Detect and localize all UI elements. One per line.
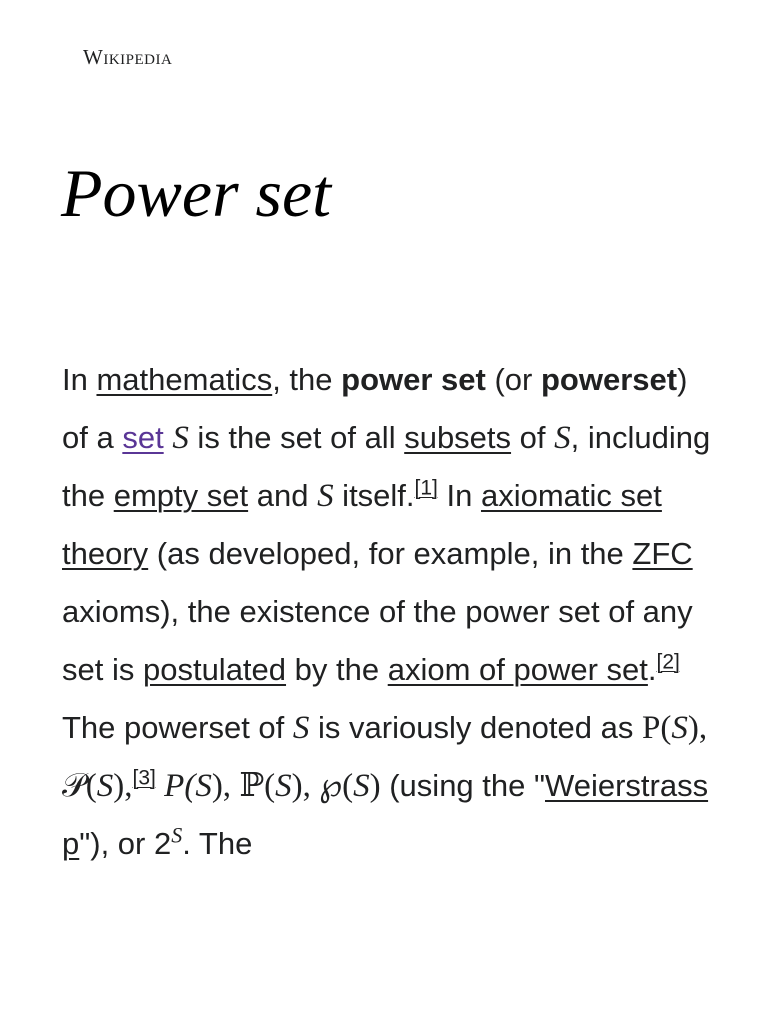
math-var-s: S (554, 420, 571, 456)
citation-ref-3 (133, 767, 156, 790)
notation-weierstrass-p: ℘( (319, 768, 354, 804)
citation-ref-2 (657, 651, 680, 674)
math-exponent-s: S (171, 822, 183, 848)
bold-term-powerset: powerset (540, 362, 678, 397)
link-empty-set[interactable]: empty set (113, 478, 249, 513)
math-var-s: S (275, 768, 292, 804)
wikipedia-wordmark[interactable]: Wikipedia (83, 44, 173, 69)
page-title: Power set (61, 155, 332, 231)
link-set[interactable]: set (122, 420, 164, 455)
math-var-s: S (292, 710, 310, 746)
lead-paragraph: In mathematics, the power set (or powerset) of a set S is the set of all subsets of S, including the empty set and S itself.[1] In axiomatic set theory (as developed, for example, in the ZFC axioms), the existence of the power set of any set is postulated by the axiom of power set.[2] The powerset of S is variously denoted as P(S), 𝒫(S),[3] P(S), ℙ(S), ℘(S) (using the "Weierstrass p"), or $2^S$. The (62, 362, 711, 861)
math-var-s: S (172, 420, 189, 456)
link-axiomatic-set-theory[interactable]: axiomatic set theory (62, 478, 662, 571)
math-var-s: S (353, 768, 370, 804)
link-weierstrass-p[interactable]: Weierstrass p (62, 768, 709, 861)
link-postulated[interactable]: postulated (142, 652, 287, 687)
link-zfc[interactable]: ZFC (632, 536, 693, 571)
link-axiom-of-power-set[interactable]: axiom of power set (387, 652, 648, 687)
math-var-s: S (195, 768, 212, 804)
link-subsets[interactable]: subsets (404, 420, 512, 455)
citation-link-1[interactable]: [1] (414, 476, 438, 500)
notation-roman-p: P( (641, 710, 672, 746)
header (83, 42, 172, 72)
article-body (62, 351, 718, 873)
math-var-s: S (96, 768, 114, 804)
notation-blackboard-p: ℙ( (239, 768, 276, 804)
citation-link-2[interactable]: [2] (656, 650, 680, 674)
math-var-s: S (317, 478, 334, 514)
citation-ref-1 (415, 477, 438, 500)
notation-italic-p: P( (155, 768, 196, 804)
math-var-s: S (671, 710, 688, 746)
citation-link-3[interactable]: [3] (132, 766, 156, 790)
bold-term-power-set: power set (341, 362, 486, 397)
notation-script-p: 𝒫( (62, 768, 97, 804)
link-mathematics[interactable]: mathematics (96, 362, 273, 397)
